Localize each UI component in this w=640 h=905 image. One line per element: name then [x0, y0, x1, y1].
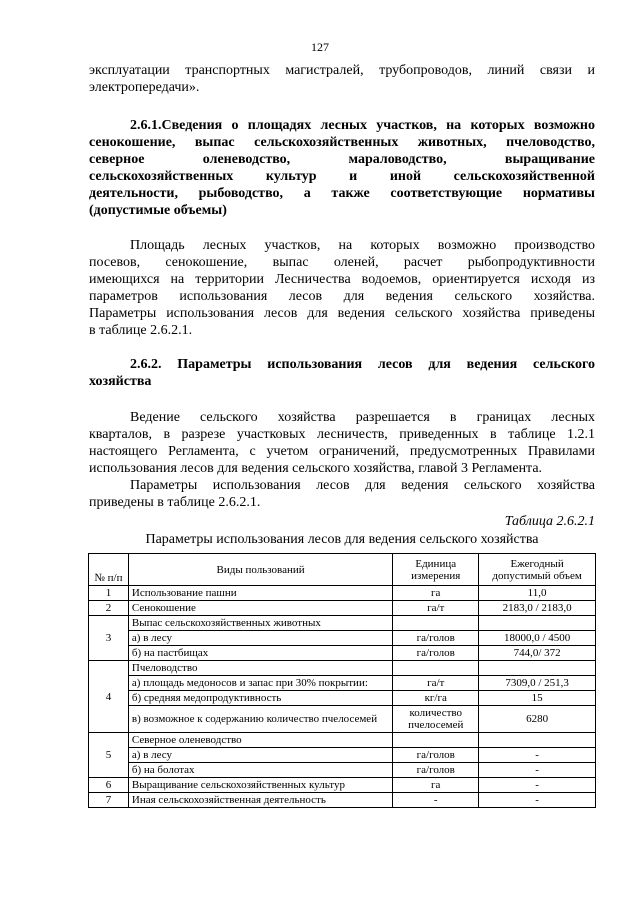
cell-volume: -: [479, 763, 596, 778]
table-row: [89, 748, 596, 763]
text-line: 2.6.2. Параметры использования лесов для ведения сельского: [130, 357, 595, 372]
cell-volume: [479, 733, 596, 748]
paragraph-area: [89, 237, 595, 339]
cell-unit: количество пчелосемей: [393, 706, 479, 733]
table-row: [89, 646, 596, 661]
text-line: в таблице 2.6.2.1.: [89, 323, 193, 338]
text-line: посевов, сенокошение, выпас оленей, расчет рыбопродуктивности: [89, 255, 595, 270]
intro-paragraph: [89, 62, 595, 96]
cell-kind: б) на болотах: [128, 763, 392, 778]
header-num: № п/п: [89, 554, 129, 586]
text-line: хозяйства: [89, 374, 152, 389]
cell-kind: а) площадь медоносов и запас при 30% покрытии:: [128, 676, 392, 691]
table-row: [89, 616, 596, 631]
cell-unit: [393, 661, 479, 676]
text-line: Площадь лесных участков, на которых возможно производство: [130, 238, 595, 253]
cell-volume: 6280: [479, 706, 596, 733]
cell-volume: [479, 616, 596, 631]
cell-num: 3: [89, 616, 129, 661]
text-line: электропередачи».: [89, 80, 200, 95]
cell-volume: 18000,0 / 4500: [479, 631, 596, 646]
header-kind: Виды пользований: [128, 554, 392, 586]
table-row: [89, 793, 596, 808]
cell-kind: б) на пастбищах: [128, 646, 392, 661]
text-line: сельскохозяйственных культур и иной сельскохозяйственной: [89, 169, 595, 184]
cell-unit: га/т: [393, 676, 479, 691]
cell-kind: а) в лесу: [128, 631, 392, 646]
cell-unit: га: [393, 586, 479, 601]
table-row: [89, 778, 596, 793]
cell-kind: Сенокошение: [128, 601, 392, 616]
text-line: Ведение сельского хозяйства разрешается в границах лесных: [130, 410, 595, 425]
section-heading-2-6-2: [89, 356, 595, 390]
cell-unit: -: [393, 793, 479, 808]
cell-kind: Использование пашни: [128, 586, 392, 601]
header-volume: Ежегодный допустимый объем: [479, 554, 596, 586]
cell-unit: [393, 733, 479, 748]
table-row: [89, 706, 596, 733]
cell-kind: Северное оленеводство: [128, 733, 392, 748]
cell-num: 7: [89, 793, 129, 808]
paragraph-conduct: [89, 409, 595, 477]
text-line: использования лесов для ведения сельского хозяйства, главой 3 Регламента.: [89, 461, 543, 476]
table-title: Параметры использования лесов для ведения сельского хозяйства: [145, 532, 539, 547]
header-unit: Единица измерения: [393, 554, 479, 586]
text-line: эксплуатации транспортных магистралей, трубопроводов, линий связи и: [89, 63, 595, 78]
text-line: (допустимые объемы): [89, 203, 227, 218]
cell-num: 2: [89, 601, 129, 616]
cell-unit: [393, 616, 479, 631]
cell-kind: Выпас сельскохозяйственных животных: [128, 616, 392, 631]
text-line: Параметры использования лесов для ведения сельского хозяйства приведены: [89, 306, 595, 321]
text-line: приведены в таблице 2.6.2.1.: [89, 495, 261, 510]
section-heading-2-6-1: [89, 117, 595, 219]
table-caption: Таблица 2.6.2.1: [504, 514, 595, 529]
cell-unit: га/голов: [393, 646, 479, 661]
cell-volume: 7309,0 / 251,3: [479, 676, 596, 691]
cell-unit: га/голов: [393, 763, 479, 778]
cell-kind: в) возможное к содержанию количество пчелосемей: [128, 706, 392, 733]
parameters-table: [88, 553, 596, 808]
cell-kind: б) средняя медопродуктивность: [128, 691, 392, 706]
text-line: имеющихся на территории Лесничества водоемов, ориентируется исходя из: [89, 272, 595, 287]
text-line: параметров использования лесов для ведения сельского хозяйства.: [89, 289, 595, 304]
cell-kind: Иная сельскохозяйственная деятельность: [128, 793, 392, 808]
cell-unit: га/голов: [393, 631, 479, 646]
cell-volume: -: [479, 793, 596, 808]
cell-unit: кг/га: [393, 691, 479, 706]
cell-volume: 15: [479, 691, 596, 706]
cell-kind: а) в лесу: [128, 748, 392, 763]
table-row: [89, 631, 596, 646]
cell-kind: Пчеловодство: [128, 661, 392, 676]
table-row: [89, 676, 596, 691]
cell-volume: -: [479, 778, 596, 793]
cell-kind: Выращивание сельскохозяйственных культур: [128, 778, 392, 793]
cell-volume: [479, 661, 596, 676]
text-line: 2.6.1.Сведения о площадях лесных участков, на которых возможно: [130, 118, 595, 133]
text-line: деятельности, рыбоводство, а также соответствующие нормативы: [89, 186, 595, 201]
table-row: [89, 763, 596, 778]
cell-volume: 11,0: [479, 586, 596, 601]
text-line: кварталов, в разрезе участковых лесничеств, приведенных в таблице 1.2.1: [89, 427, 595, 442]
cell-num: 4: [89, 661, 129, 733]
text-line: северное оленеводство, мараловодство, выращивание: [89, 152, 595, 167]
cell-num: 6: [89, 778, 129, 793]
table-row: [89, 601, 596, 616]
table-row: [89, 586, 596, 601]
cell-unit: га: [393, 778, 479, 793]
text-line: сенокошение, выпас сельскохозяйственных животных, пчеловодство,: [89, 135, 595, 150]
cell-unit: га/голов: [393, 748, 479, 763]
table-header-row: [89, 554, 596, 586]
cell-num: 1: [89, 586, 129, 601]
table-row: [89, 691, 596, 706]
cell-unit: га/т: [393, 601, 479, 616]
cell-num: 5: [89, 733, 129, 778]
text-line: настоящего Регламента, с учетом ограничений, предусмотренных Правилами: [89, 444, 595, 459]
table-row: [89, 661, 596, 676]
cell-volume: 744,0/ 372: [479, 646, 596, 661]
paragraph-params: [89, 477, 595, 511]
page-number: 127: [311, 40, 329, 54]
text-line: Параметры использования лесов для ведения сельского хозяйства: [130, 478, 595, 493]
table-row: [89, 733, 596, 748]
cell-volume: -: [479, 748, 596, 763]
cell-volume: 2183,0 / 2183,0: [479, 601, 596, 616]
